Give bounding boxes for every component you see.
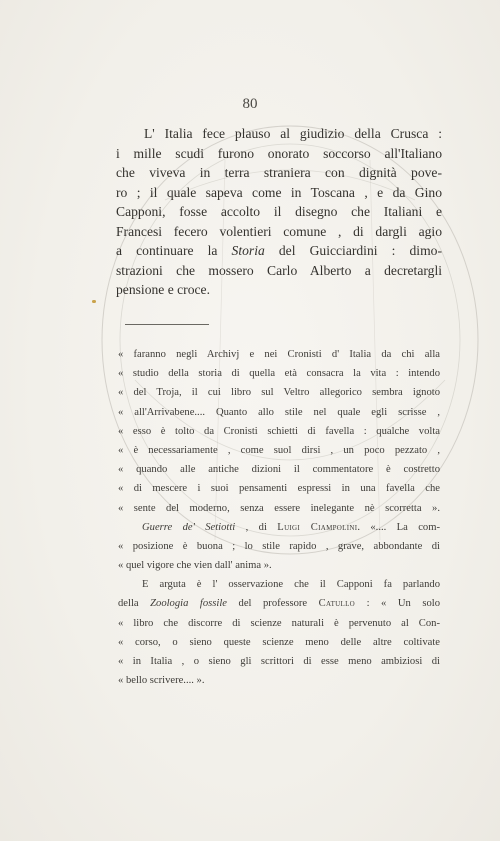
text-run: . «.... La com- — [357, 521, 440, 533]
main-line: strazioni che mossero Carlo Alberto a decretargli — [116, 262, 442, 278]
margin-mark — [92, 300, 96, 303]
note-line — [118, 594, 440, 613]
note-line: E arguta è l' osservazione che il Capponi fa parlando — [142, 579, 440, 591]
main-line: i mille scudi furono onorato soccorso all'Italiano — [116, 145, 442, 161]
note-line: « esso è tolto da Cronisti schietti di favella : qualche volta — [118, 425, 440, 437]
main-line: pensione e croce. — [116, 282, 210, 297]
note-line: « del Troja, il cui libro sul Veltro allegorico sembra ignoto — [118, 387, 440, 399]
text-run: , di — [235, 521, 278, 533]
note-line: « quel vigore che vien dall' anima ». — [118, 560, 272, 572]
note-line: « è necessariamente , come suol dirsi , un poco pezzato , — [118, 444, 440, 456]
note-line: « sente del moderno, senza essere inelegante nè scorretta ». — [118, 502, 440, 514]
footnote-rule — [125, 324, 209, 325]
italic-title: Zoologia fossile — [150, 598, 227, 610]
page-number: 80 — [242, 96, 258, 112]
note-line: « studio della storia di quella età consacra la vita : intendo — [118, 368, 440, 380]
note-line: « posizione è buona ; lo stile rapido , grave, abbondante di — [118, 540, 440, 552]
text-run: a continuare la — [116, 243, 232, 258]
main-line: L' Italia fece plauso al giudizio della Crusca : — [144, 126, 442, 141]
text-run: del Guicciardini : dimo- — [264, 243, 442, 258]
text-run: della — [118, 598, 151, 610]
note-line: « di mescere i suoi pensamenti espressi in una favella che — [118, 483, 440, 495]
author-name: Catullo — [318, 598, 356, 610]
note-line: « libro che discorre di scienze naturali è pervenuto al Con- — [118, 617, 440, 629]
note-line: « all'Arrivabene.... Quanto allo stile nel quale egli scrisse , — [118, 406, 440, 418]
italic-title: Storia — [231, 243, 265, 258]
main-line: Capponi, fosse accolto il disegno che Italiani e — [116, 204, 442, 219]
note-line: « in Italia , o sieno gli scrittori di esse meno ambiziosi di — [118, 656, 440, 667]
main-line: che viveva in terra straniera con dignità pove- — [116, 165, 442, 180]
footnotes — [118, 345, 440, 690]
note-line: « corso, o sieno queste scienze meno delle altre coltivate — [118, 636, 440, 648]
note-line: « bello scrivere.... ». — [118, 675, 205, 687]
author-name: Luigi Ciampolini — [277, 521, 358, 533]
note-line — [118, 518, 440, 537]
main-line — [116, 241, 442, 261]
text-run: : « Un solo — [355, 598, 440, 610]
main-line: Francesi fecero volentieri comune , di dargli agio — [116, 223, 442, 239]
italic-title: Guerre de' Setiotti — [142, 521, 236, 533]
main-paragraph — [116, 124, 442, 300]
text-run: del professore — [227, 598, 319, 610]
note-line: « quando alle antiche dizioni il commentatore è costretto — [118, 464, 440, 476]
note-line: « faranno negli Archivj e nei Cronisti d' Italia da chi alla — [118, 349, 440, 360]
main-line: ro ; il quale sapeva come in Toscana , e da Gino — [116, 184, 442, 200]
